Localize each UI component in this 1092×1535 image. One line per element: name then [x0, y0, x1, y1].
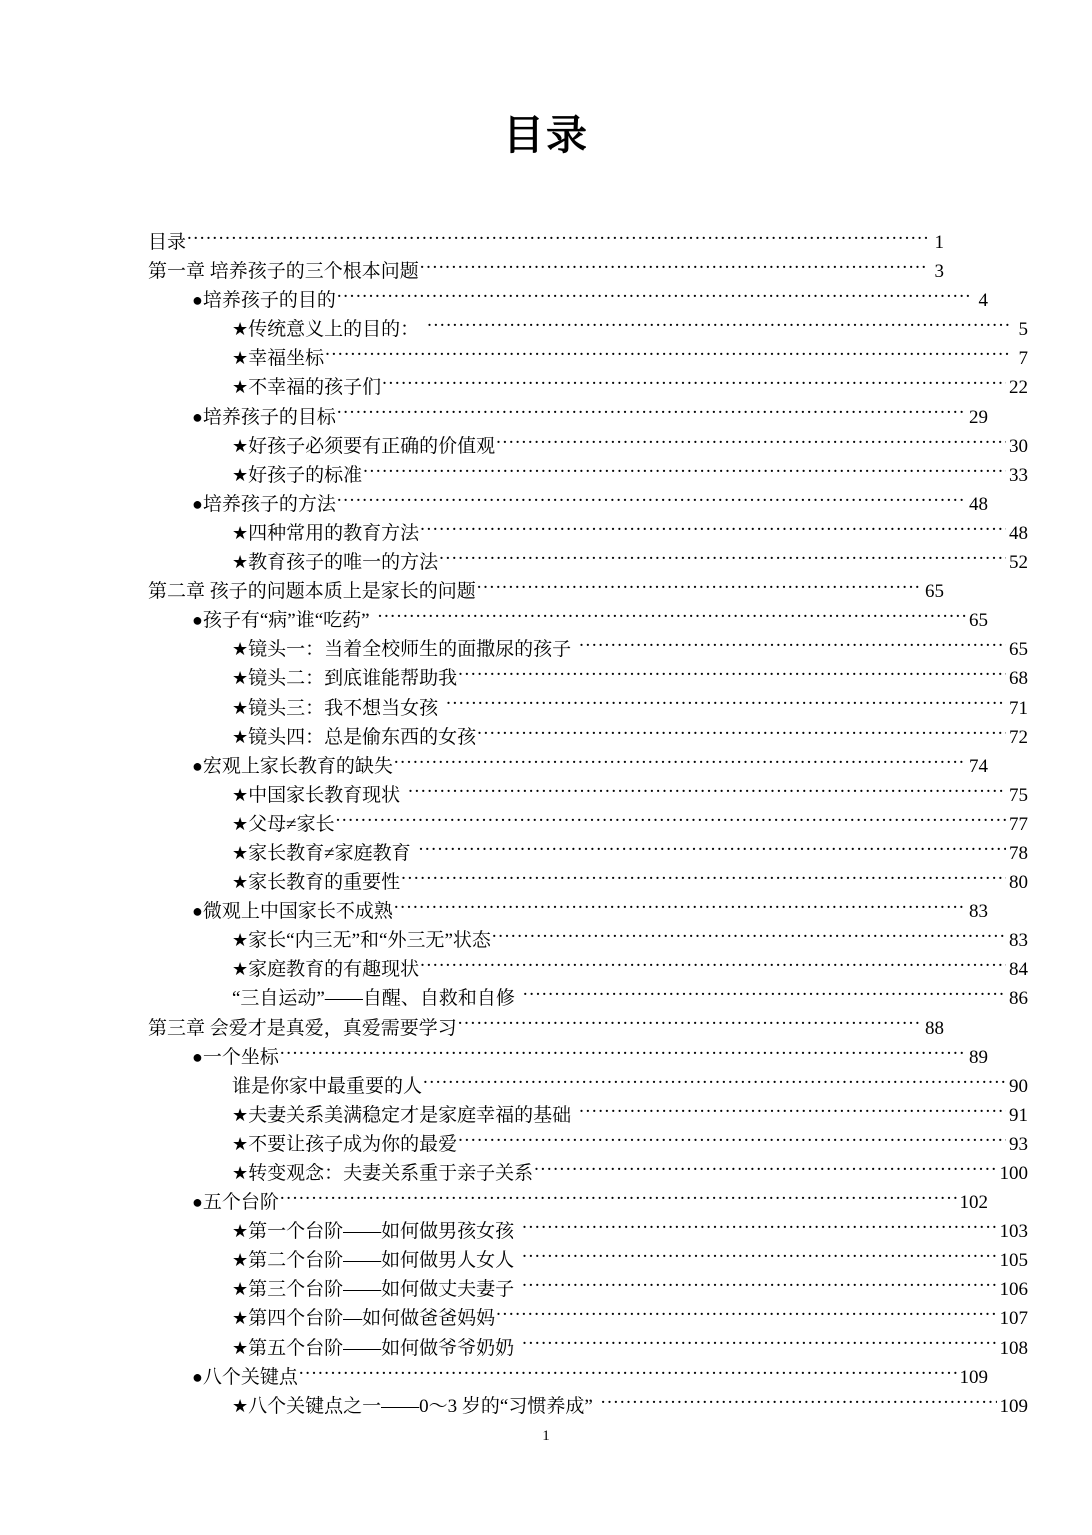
toc-entry-page-number: 65	[1009, 639, 1028, 661]
toc-entry[interactable]	[148, 752, 988, 781]
dot-leader	[382, 374, 1006, 393]
toc-entry-page-number: 100	[999, 1163, 1028, 1184]
toc-entry[interactable]	[148, 955, 1028, 984]
toc-entry[interactable]	[148, 897, 988, 926]
toc-entry[interactable]	[148, 1246, 1028, 1275]
toc-entry-page-number: 72	[1009, 726, 1028, 748]
toc-entry-page-number: 5	[1018, 319, 1028, 341]
dot-leader	[446, 695, 1006, 714]
toc-entry[interactable]	[148, 257, 944, 286]
toc-entry-label: 宏观上家长教育的缺失	[202, 755, 393, 777]
dot-leader	[408, 782, 1006, 801]
footer-page-number: 1	[542, 1428, 550, 1444]
toc-entry-label: 传统意义上的目的：	[248, 319, 420, 341]
star-bullet-icon: ★	[232, 1308, 249, 1329]
toc-entry-label: 第三个台阶——如何做丈夫妻子	[248, 1279, 515, 1301]
star-bullet-icon: ★	[232, 1250, 249, 1271]
toc-entry-page-number: 65	[969, 610, 988, 632]
star-bullet-icon: ★	[232, 348, 249, 369]
toc-entry-page-number: 4	[978, 290, 988, 312]
dot-leader	[420, 520, 1006, 539]
toc-entry-label: 父母≠家长	[248, 813, 335, 835]
page-title: 目录	[503, 112, 589, 158]
dot-leader	[601, 1393, 997, 1412]
toc-entry-page-number: 75	[1009, 784, 1028, 806]
star-bullet-icon: ★	[232, 552, 249, 573]
disc-bullet-icon: ●	[192, 493, 203, 514]
toc-entry[interactable]	[148, 548, 1028, 577]
toc-entry-page-number: 106	[999, 1279, 1028, 1301]
star-bullet-icon: ★	[232, 813, 249, 834]
dot-leader	[363, 462, 1006, 481]
dot-leader	[420, 956, 1006, 975]
toc-entry-page-number: 7	[1018, 348, 1028, 370]
dot-leader	[280, 1044, 966, 1063]
toc-entry-label: 中国家长教育现状	[248, 784, 401, 806]
toc-entry-page-number: 88	[925, 1017, 944, 1039]
toc-entry-page-number: 109	[999, 1395, 1028, 1417]
toc-entry-label: 目录	[148, 232, 187, 253]
dot-leader	[337, 404, 966, 423]
star-bullet-icon: ★	[232, 464, 249, 485]
toc-entry[interactable]	[148, 926, 1028, 955]
dot-leader	[336, 811, 1006, 830]
star-bullet-icon: ★	[232, 842, 249, 863]
toc-entry[interactable]	[148, 1304, 1028, 1333]
toc-entry-page-number: 74	[969, 755, 988, 777]
dot-leader	[522, 1218, 996, 1237]
toc-entry-page-number: 84	[1009, 959, 1028, 981]
toc-entry[interactable]	[148, 432, 1028, 461]
toc-entry-page-number: 83	[969, 901, 988, 923]
toc-entry-page-number: 108	[999, 1337, 1028, 1359]
disc-bullet-icon: ●	[192, 1192, 203, 1213]
toc-entry-page-number: 1	[934, 232, 944, 253]
toc-entry-label: 不要让孩子成为你的最爱	[248, 1133, 458, 1155]
toc-entry-label: 八个关键点之一——0～3 岁的“习惯养成”	[248, 1395, 593, 1417]
toc-entry[interactable]	[148, 606, 988, 635]
toc-entry[interactable]	[148, 1014, 944, 1043]
toc-entry[interactable]	[148, 519, 1028, 548]
toc-entry-label: 谁是你家中最重要的人	[232, 1075, 423, 1097]
toc-entry-page-number: 102	[959, 1192, 988, 1214]
dot-leader	[187, 229, 927, 248]
toc-entry[interactable]	[148, 635, 1028, 664]
star-bullet-icon: ★	[232, 1221, 249, 1242]
dot-leader	[378, 607, 966, 626]
toc-entry-label: 第二章 孩子的问题本质上是家长的问题	[148, 581, 476, 603]
toc-entry-page-number: 30	[1009, 435, 1028, 457]
toc-entry-label: 一个坐标	[202, 1046, 279, 1068]
toc-entry[interactable]	[148, 810, 1028, 839]
dot-leader	[419, 840, 1006, 859]
toc-entry-page-number: 29	[969, 406, 988, 428]
toc-entry[interactable]	[148, 868, 1028, 897]
dot-leader	[522, 1276, 996, 1295]
toc-entry-label: 第一章 培养孩子的三个根本问题	[148, 261, 419, 283]
disc-bullet-icon: ●	[192, 406, 203, 427]
dot-leader	[496, 1305, 996, 1324]
dot-leader	[394, 898, 966, 917]
star-bullet-icon: ★	[232, 697, 249, 718]
dot-leader	[439, 549, 1006, 568]
toc-entry-label: 第二个台阶——如何做男人女人	[248, 1250, 515, 1272]
toc-entry[interactable]	[148, 1363, 988, 1392]
disc-bullet-icon: ●	[192, 1366, 203, 1387]
disc-bullet-icon: ●	[192, 610, 203, 631]
toc-entry-label: 好孩子的标准	[248, 464, 363, 486]
toc-entry[interactable]	[148, 1159, 1028, 1188]
toc-entry-page-number: 80	[1009, 872, 1028, 894]
dot-leader	[337, 491, 966, 510]
toc-entry[interactable]	[148, 1392, 1028, 1421]
star-bullet-icon: ★	[232, 1163, 249, 1183]
star-bullet-icon: ★	[232, 435, 249, 456]
toc-entry-page-number: 91	[1009, 1104, 1028, 1126]
toc-entry-label: 培养孩子的方法	[202, 493, 336, 515]
toc-entry[interactable]	[148, 315, 1028, 344]
star-bullet-icon: ★	[232, 522, 249, 543]
toc-entry-page-number: 71	[1009, 697, 1028, 719]
dot-leader	[534, 1160, 996, 1179]
toc-entry-label: 幸福坐标	[248, 348, 325, 370]
disc-bullet-icon: ●	[192, 1046, 203, 1067]
star-bullet-icon: ★	[232, 784, 249, 805]
dot-leader	[523, 985, 1006, 1004]
toc-entry[interactable]	[148, 1188, 988, 1217]
star-bullet-icon: ★	[232, 319, 249, 340]
dot-leader	[280, 1189, 957, 1208]
dot-leader	[522, 1335, 996, 1354]
toc-entry-label: 孩子有“病”谁“吃药”	[202, 610, 370, 632]
toc-entry-page-number: 105	[999, 1250, 1028, 1272]
toc-entry-page-number: 78	[1009, 842, 1028, 864]
dot-leader	[458, 1015, 922, 1034]
table-of-contents	[148, 228, 1028, 1421]
star-bullet-icon: ★	[232, 377, 249, 398]
toc-entry-label: 四种常用的教育方法	[248, 522, 420, 544]
dot-leader	[423, 1073, 1006, 1092]
dot-leader	[427, 316, 1011, 335]
toc-entry[interactable]	[148, 1275, 1028, 1304]
toc-entry[interactable]	[148, 344, 1028, 373]
toc-entry[interactable]	[148, 461, 1028, 490]
disc-bullet-icon: ●	[192, 755, 203, 776]
toc-entry-page-number: 103	[999, 1221, 1028, 1243]
toc-entry[interactable]	[148, 1072, 1028, 1101]
disc-bullet-icon: ●	[192, 290, 203, 311]
toc-entry-label: 培养孩子的目标	[202, 406, 336, 428]
toc-entry[interactable]	[148, 839, 1028, 868]
toc-entry-page-number: 33	[1009, 464, 1028, 486]
toc-entry-page-number: 65	[925, 581, 944, 603]
star-bullet-icon: ★	[232, 872, 249, 893]
toc-entry-label: 家长教育的重要性	[248, 872, 401, 894]
toc-entry[interactable]	[148, 984, 1028, 1013]
toc-entry-label: 八个关键点	[202, 1366, 298, 1388]
toc-entry[interactable]	[148, 1043, 988, 1072]
dot-leader	[522, 1247, 996, 1266]
toc-entry[interactable]	[148, 664, 1028, 693]
dot-leader	[394, 753, 966, 772]
dot-leader	[325, 345, 1011, 364]
toc-entry-page-number: 89	[969, 1046, 988, 1068]
toc-entry[interactable]	[148, 1334, 1028, 1363]
toc-entry-label: 镜头四：总是偷东西的女孩	[248, 726, 477, 748]
toc-entry[interactable]	[148, 723, 1028, 752]
toc-entry-page-number: 107	[999, 1308, 1028, 1330]
toc-entry-label: 转变观念：夫妻关系重于亲子关系	[248, 1163, 534, 1184]
toc-entry-label: 不幸福的孩子们	[248, 377, 382, 399]
toc-entry[interactable]	[148, 373, 1028, 402]
star-bullet-icon: ★	[232, 639, 249, 660]
dot-leader	[337, 287, 971, 306]
dot-leader	[477, 578, 922, 597]
dot-leader	[579, 636, 1006, 655]
toc-entry-label: 好孩子必须要有正确的价值观	[248, 435, 496, 457]
toc-entry[interactable]	[148, 781, 1028, 810]
toc-entry-label: 第一个台阶——如何做男孩女孩	[248, 1221, 515, 1243]
dot-leader	[458, 1131, 1006, 1150]
toc-entry-label: 家庭教育的有趣现状	[248, 959, 420, 981]
toc-entry-label: 家长“内三无”和“外三无”状态	[248, 930, 491, 952]
toc-entry-label: “三自运动”——自醒、自救和自修	[232, 988, 515, 1010]
toc-entry-label: 镜头二：到底谁能帮助我	[248, 668, 458, 690]
toc-entry-page-number: 77	[1009, 813, 1028, 835]
toc-entry[interactable]	[148, 1217, 1028, 1246]
toc-entry-page-number: 83	[1009, 930, 1028, 952]
toc-entry[interactable]	[148, 577, 944, 606]
star-bullet-icon: ★	[232, 726, 249, 747]
toc-entry-page-number: 90	[1009, 1075, 1028, 1097]
star-bullet-icon: ★	[232, 1395, 249, 1416]
star-bullet-icon: ★	[232, 1104, 249, 1125]
toc-entry-label: 夫妻关系美满稳定才是家庭幸福的基础	[248, 1104, 572, 1126]
star-bullet-icon: ★	[232, 668, 249, 689]
dot-leader	[496, 433, 1006, 452]
toc-entry[interactable]	[148, 1130, 1028, 1159]
toc-entry-label: 教育孩子的唯一的方法	[248, 552, 439, 574]
toc-entry-label: 第三章 会爱才是真爱，真爱需要学习	[148, 1017, 457, 1039]
star-bullet-icon: ★	[232, 1133, 249, 1154]
toc-entry-page-number: 48	[1009, 522, 1028, 544]
toc-entry-label: 家长教育≠家庭教育	[248, 842, 411, 864]
dot-leader	[458, 665, 1006, 684]
dot-leader	[477, 724, 1006, 743]
dot-leader	[401, 869, 1006, 888]
toc-entry-label: 镜头一：当着全校师生的面撒尿的孩子	[248, 639, 572, 661]
toc-entry-label: 微观上中国家长不成熟	[202, 901, 393, 923]
toc-entry-label: 五个台阶	[202, 1192, 279, 1214]
toc-entry[interactable]	[148, 490, 988, 519]
dot-leader	[420, 258, 927, 277]
dot-leader	[579, 1102, 1006, 1121]
dot-leader	[492, 927, 1006, 946]
toc-entry-page-number: 48	[969, 493, 988, 515]
toc-entry-label: 第五个台阶——如何做爷爷奶奶	[248, 1337, 515, 1359]
toc-entry-page-number: 22	[1009, 377, 1028, 399]
toc-entry-page-number: 52	[1009, 552, 1028, 574]
toc-entry[interactable]	[148, 403, 988, 432]
toc-entry-label: 镜头三：我不想当女孩	[248, 697, 439, 719]
star-bullet-icon: ★	[232, 1279, 249, 1300]
toc-entry-page-number: 86	[1009, 988, 1028, 1010]
toc-entry-page-number: 68	[1009, 668, 1028, 690]
toc-entry-label: 培养孩子的目的	[202, 290, 336, 312]
dot-leader	[299, 1364, 957, 1383]
toc-entry[interactable]	[148, 694, 1028, 723]
star-bullet-icon: ★	[232, 1337, 249, 1358]
toc-entry-label: 第四个台阶—如何做爸爸妈妈	[248, 1308, 496, 1330]
toc-entry[interactable]	[148, 286, 988, 315]
disc-bullet-icon: ●	[192, 901, 203, 922]
toc-entry[interactable]	[148, 228, 944, 257]
toc-entry-page-number: 93	[1009, 1133, 1028, 1155]
toc-entry-page-number: 3	[934, 261, 944, 283]
star-bullet-icon: ★	[232, 930, 249, 951]
star-bullet-icon: ★	[232, 959, 249, 980]
toc-entry-page-number: 109	[959, 1366, 988, 1388]
toc-entry[interactable]	[148, 1101, 1028, 1130]
